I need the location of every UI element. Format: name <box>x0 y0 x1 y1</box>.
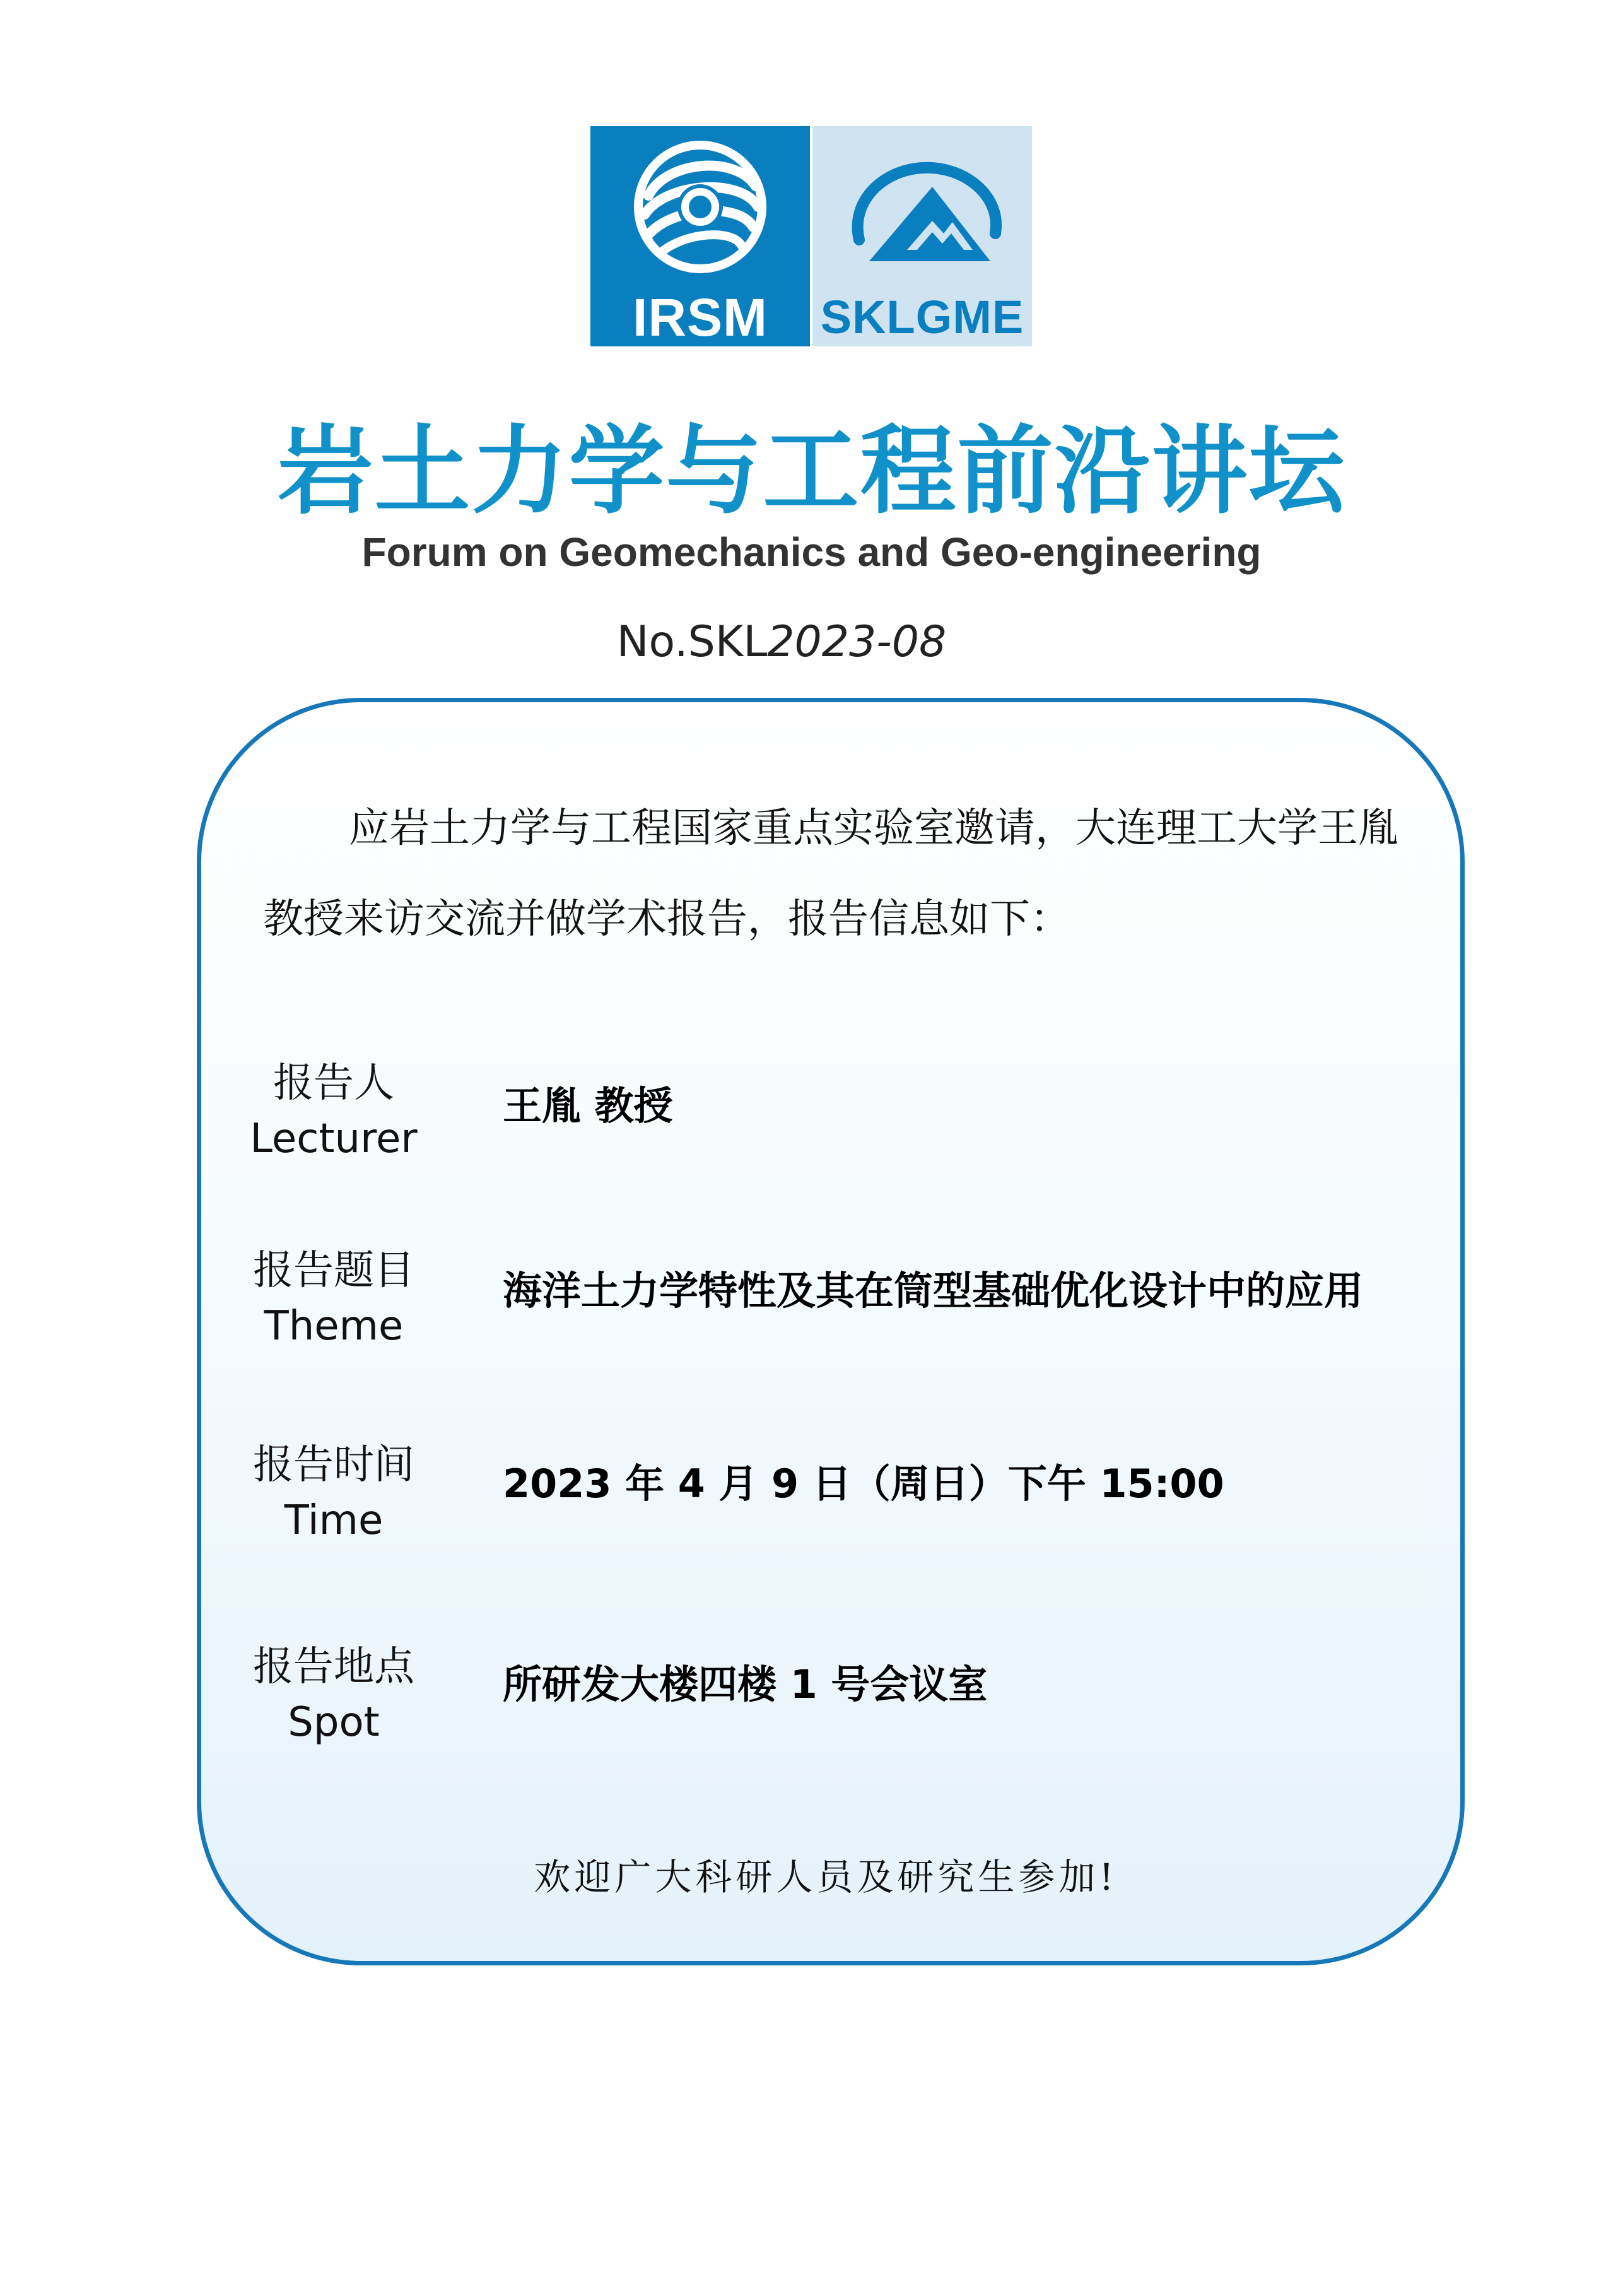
lecturer-value: 王胤 教授 <box>503 1083 673 1129</box>
spot-value: 所研发大楼四楼 1 号会议室 <box>503 1661 988 1707</box>
lecturer-label <box>239 1056 428 1167</box>
time-label <box>239 1437 428 1548</box>
sklgme-logo <box>812 126 1032 346</box>
intro-paragraph: 应岩土力学与工程国家重点实验室邀请，大连理工大学王胤教授来访交流并做学术报告，报告信息如下： <box>263 805 1398 943</box>
closing-invitation: 欢迎广大科研人员及研究生参加! <box>534 1856 1118 1899</box>
sklgme-logo-text: SKLGME <box>820 291 1024 343</box>
theme-label-cn: 报告题目 <box>253 1247 414 1294</box>
theme-label-en: Theme <box>264 1303 404 1350</box>
forum-title-cn: 岩土力学与工程前沿讲坛 <box>277 415 1346 527</box>
forum-title-en: Forum on Geomechanics and Geo-engineering <box>361 529 1262 575</box>
spot-label-cn: 报告地点 <box>253 1644 414 1690</box>
irsm-logo-text: IRSM <box>633 288 768 347</box>
serial-value: 2023-08 <box>767 617 947 667</box>
time-label-en: Time <box>284 1497 384 1544</box>
lecturer-label-cn: 报告人 <box>273 1060 394 1107</box>
theme-value: 海洋土力学特性及其在筒型基础优化设计中的应用 <box>503 1268 1364 1314</box>
logo-block <box>590 126 1032 346</box>
spot-label <box>239 1639 428 1750</box>
time-label-cn: 报告时间 <box>253 1442 414 1488</box>
spot-label-en: Spot <box>288 1699 380 1746</box>
theme-label <box>239 1243 428 1354</box>
serial-number <box>0 617 1563 667</box>
lecturer-label-en: Lecturer <box>250 1116 418 1162</box>
info-card <box>197 698 1465 1965</box>
irsm-logo <box>590 126 810 346</box>
serial-prefix: No.SKL <box>616 617 768 667</box>
time-value: 2023 年 4 月 9 日（周日）下午 15:00 <box>503 1461 1224 1507</box>
